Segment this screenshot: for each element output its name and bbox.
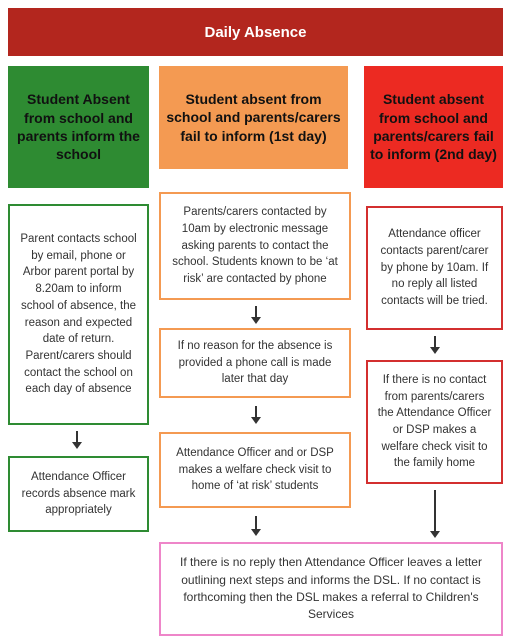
step-parent-contacts-school: Parent contacts school by email, phone or Arbor parent portal by 8.20am to inform school of absence, the reason and expected date of return. Parent/carers should contact the school on each day of absence: [8, 204, 149, 425]
arrow-down-icon: [430, 490, 440, 538]
step-electronic-message: Parents/carers contacted by 10am by electronic message asking parents to contact the school. Students known to be ‘at risk’ are contacted by phone: [159, 192, 351, 300]
step-attendance-officer-phone: Attendance officer contacts parent/carer by phone by 10am. If no reply all listed contacts will be tried.: [366, 206, 503, 330]
column-heading-parents-inform: Student Absent from school and parents inform the school: [8, 66, 149, 188]
step-welfare-check-at-risk: Attendance Officer and or DSP makes a welfare check visit to home of ‘at risk’ students: [159, 432, 351, 508]
step-welfare-check-family-home: If there is no contact from parents/carers the Attendance Officer or DSP makes a welfare check visit to the family home: [366, 360, 503, 484]
column-heading-first-day: Student absent from school and parents/carers fail to inform (1st day): [159, 66, 348, 169]
arrow-down-icon: [430, 336, 440, 354]
step-phone-call-later: If no reason for the absence is provided a phone call is made later that day: [159, 328, 351, 398]
column-heading-second-day: Student absent from school and parents/carers fail to inform (2nd day): [364, 66, 503, 188]
arrow-down-icon: [251, 306, 261, 324]
arrow-down-icon: [251, 406, 261, 424]
arrow-down-icon: [251, 516, 261, 536]
step-records-absence: Attendance Officer records absence mark appropriately: [8, 456, 149, 532]
arrow-down-icon: [72, 431, 82, 449]
diagram-title: Daily Absence: [8, 8, 503, 56]
step-letter-and-referral: If there is no reply then Attendance Officer leaves a letter outlining next steps and informs the DSL. If no contact is forthcoming then the DSL makes a referral to Children's Services: [159, 542, 503, 636]
